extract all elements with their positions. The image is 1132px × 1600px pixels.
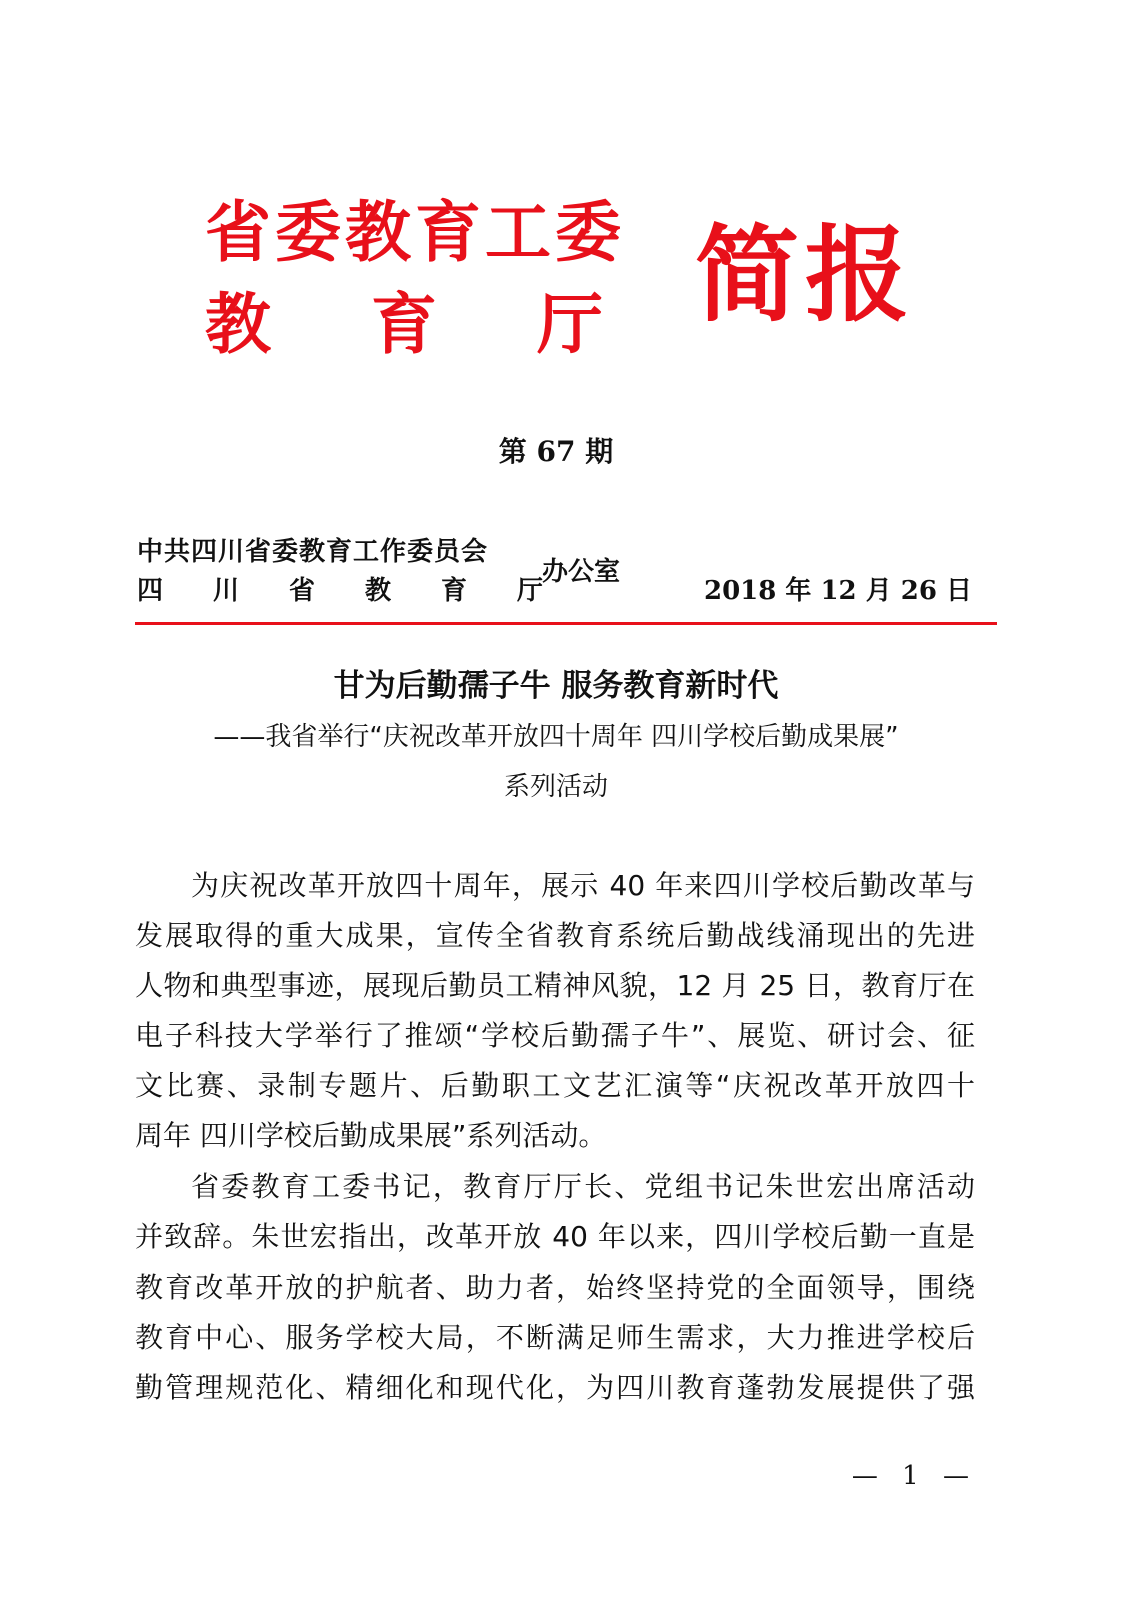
page-number: — 1 — xyxy=(851,1461,977,1491)
masthead-line-1: 省委教育工委 xyxy=(205,194,625,271)
issue-number: 第 67 期 xyxy=(498,435,614,468)
masthead-line-2: 教育厅 xyxy=(205,286,703,363)
issue-date: 2018 年 12 月 26 日 xyxy=(704,576,972,606)
body-line: 教育中心、服务学校大局，不断满足师生需求，大力推进学校后 xyxy=(135,1321,975,1354)
article-subtitle-line-2: 系列活动 xyxy=(503,772,608,802)
body-line: 教育改革开放的护航者、助力者，始终坚持党的全面领导，围绕 xyxy=(135,1271,975,1304)
body-line: 文比赛、录制专题片、后勤职工文艺汇演等“庆祝改革开放四十 xyxy=(135,1069,975,1102)
article-subtitle-line-1: ——我省举行“庆祝改革开放四十周年 四川学校后勤成果展” xyxy=(213,722,899,752)
issuer-org-2: 四川省教育厅 xyxy=(137,576,594,606)
body-line: 为庆祝改革开放四十周年，展示 40 年来四川学校后勤改革与 xyxy=(191,869,975,902)
article-title: 甘为后勤孺子牛 服务教育新时代 xyxy=(333,668,779,704)
masthead-brief-title: 简报 xyxy=(695,214,916,336)
body-line: 电子科技大学举行了推颂“学校后勤孺子牛”、展览、研讨会、征 xyxy=(135,1019,975,1052)
body-line: 发展取得的重大成果，宣传全省教育系统后勤战线涌现出的先进 xyxy=(135,919,975,952)
body-line: 周年 四川学校后勤成果展”系列活动。 xyxy=(135,1119,607,1152)
issuer-org-1: 中共四川省委教育工作委员会 xyxy=(137,537,489,567)
red-divider xyxy=(135,622,997,625)
body-line: 人物和典型事迹，展现后勤员工精神风貌，12 月 25 日，教育厅在 xyxy=(135,969,975,1002)
body-line: 省委教育工委书记，教育厅厅长、党组书记朱世宏出席活动 xyxy=(191,1170,975,1203)
body-line: 勤管理规范化、精细化和现代化，为四川教育蓬勃发展提供了强 xyxy=(135,1371,975,1404)
body-line: 并致辞。朱世宏指出，改革开放 40 年以来，四川学校后勤一直是 xyxy=(135,1220,975,1253)
issuer-office: 办公室 xyxy=(542,557,621,587)
